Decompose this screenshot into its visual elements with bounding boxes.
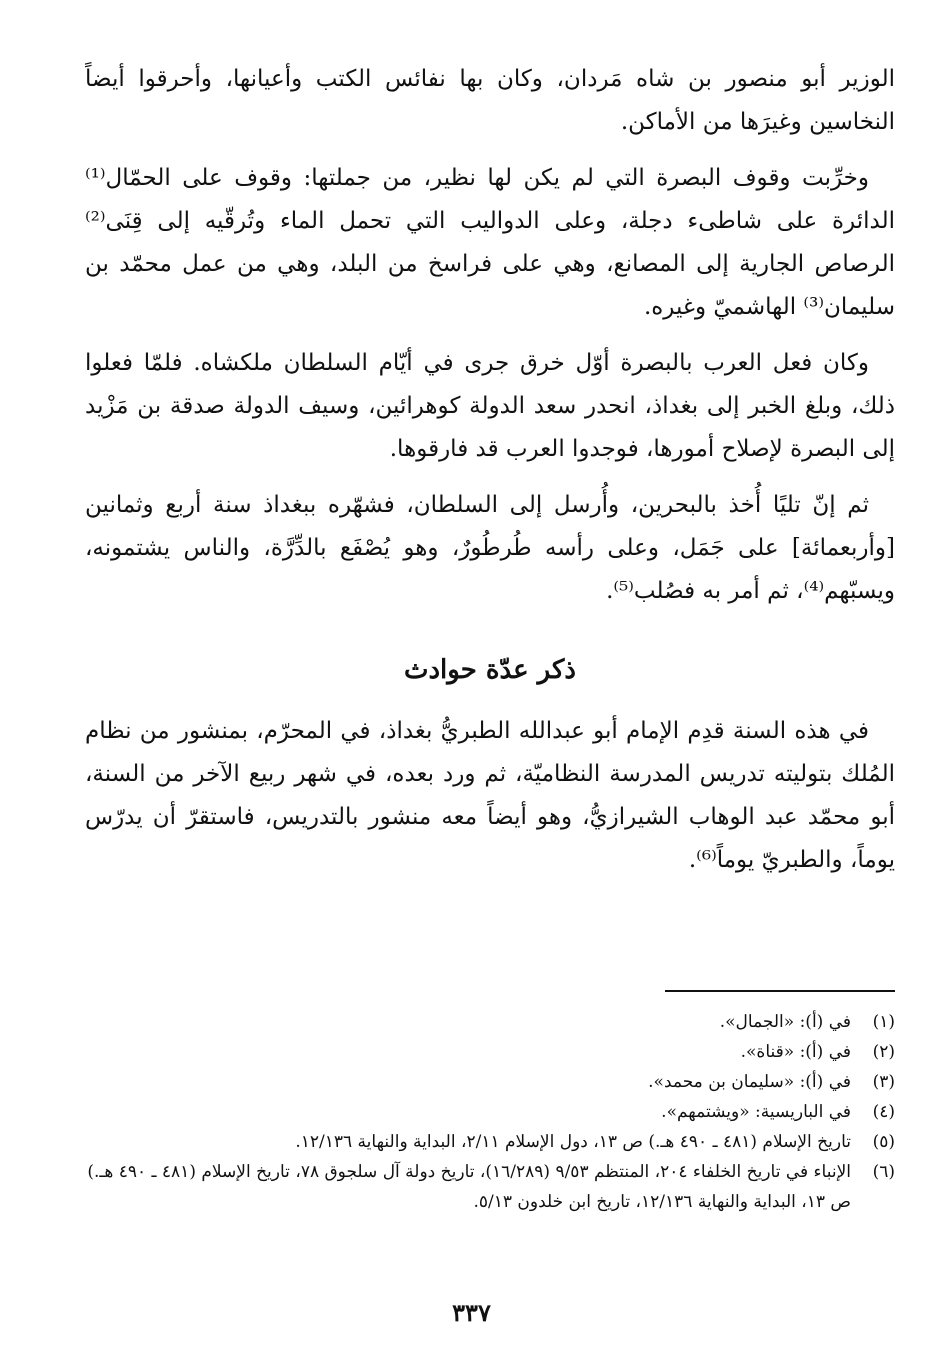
page-number: ٣٣٧ — [452, 1298, 491, 1327]
footnote-4 — [85, 1097, 895, 1127]
footnote-number: (٣) — [872, 1072, 895, 1092]
footnote-number: (٥) — [872, 1132, 895, 1152]
footnote-number: (٢) — [872, 1042, 895, 1062]
footnote-number: (٦) — [872, 1162, 895, 1182]
footnote-1 — [85, 1007, 895, 1037]
footnote-text: تاريخ الإسلام (٤٨١ ـ ٤٩٠ هـ.) ص ١٣، دول الإسلام ٢/١١، البداية والنهاية ١٢/١٣٦. — [295, 1132, 851, 1152]
main-text — [85, 58, 895, 626]
footnotes — [85, 1007, 895, 1217]
footnote-3 — [85, 1067, 895, 1097]
section-paragraph-1: في هذه السنة قدِم الإمام أبو عبدالله الطبريُّ بغداذ، في المحرّم، بمنشور من نظام المُلك بتوليته تدريس المدرسة النظاميّة، ثم ورد بعده، في شهر ربيع الآخر من السنة، أبو محمّد عبد الوهاب الشيرازيُّ، وهو أيضاً معه منشور بالتدريس، فاستقرّ أن يدرّس يوماً، والطبريّ يوماً⁽⁶⁾. — [85, 718, 895, 873]
paragraph-2: وخرِّبت وقوف البصرة التي لم يكن لها نظير، من جملتها: وقوف على الحمّال⁽¹⁾ الدائرة على شاطىء دجلة، وعلى الدواليب التي تحمل الماء وتُرقّيه إلى قِنَى⁽²⁾ الرصاص الجارية إلى المصانع، وهي على فراسخ من البلد، وهي من عمل محمّد بن سليمان⁽³⁾ الهاشميّ وغيره. — [85, 165, 895, 320]
paragraph-4: ثم إنّ تليًا أُخذ بالبحرين، وأُرسل إلى السلطان، فشهّره ببغداذ سنة أربع وثمانين [وأربعمائة] على جَمَل، وعلى رأسه طُرطُورٌ، وهو يُصْفَع بالدِّرَّة، والناس يشتمونه، ويسبّهم⁽⁴⁾، ثم أمر به فصُلب⁽⁵⁾. — [85, 492, 895, 604]
footnote-number: (١) — [872, 1012, 895, 1032]
footnote-text: في (أ): «الجمال». — [719, 1012, 851, 1032]
footnote-6 — [85, 1157, 895, 1217]
paragraph-3: وكان فعل العرب بالبصرة أوّل خرق جرى في أيّام السلطان ملكشاه. فلمّا فعلوا ذلك، وبلغ الخبر إلى بغداذ، انحدر سعد الدولة كوهرائين، وسيف الدولة صدقة بن مَزْيد إلى البصرة لإصلاح أمورها، فوجدوا العرب قد فارقوها. — [85, 350, 895, 462]
section-heading: ذكر عدّة حوادث — [404, 655, 576, 685]
footnote-text: الإنباء في تاريخ الخلفاء ٢٠٤، المنتظم ٩/٥٣ (١٦/٢٨٩)، تاريخ دولة آل سلجوق ٧٨، تاريخ الإسلام (٤٨١ ـ ٤٩٠ هـ.) ص ١٣، البداية والنهاية ١٢/١٣٦، تاريخ ابن خلدون ٥/١٣. — [87, 1162, 851, 1212]
footnote-separator — [665, 990, 895, 992]
footnote-5 — [85, 1127, 895, 1157]
footnote-text: في الباريسية: «ويشتمهم». — [661, 1102, 851, 1122]
footnote-2 — [85, 1037, 895, 1067]
footnote-text: في (أ): «سليمان بن محمد». — [648, 1072, 851, 1092]
footnote-number: (٤) — [872, 1102, 895, 1122]
paragraph-1: الوزير أبو منصور بن شاه مَردان، وكان بها نفائس الكتب وأعيانها، وأحرقوا أيضاً النخاسين وغيرَها من الأماكن. — [85, 66, 895, 135]
footnote-text: في (أ): «قناة». — [740, 1042, 851, 1062]
section-text — [85, 710, 895, 882]
